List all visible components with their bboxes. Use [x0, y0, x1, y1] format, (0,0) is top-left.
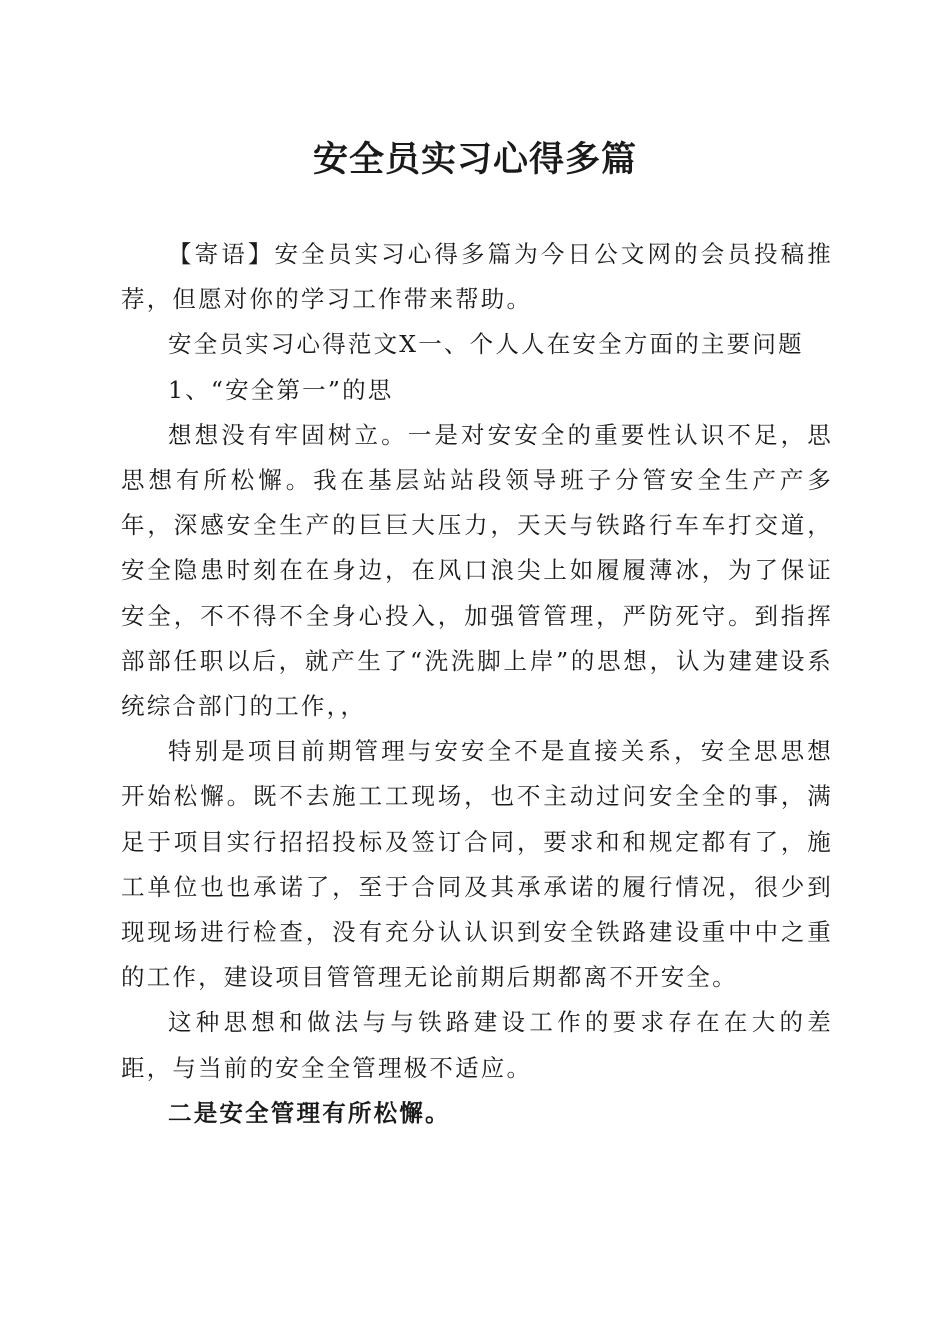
document-title: 安全员实习心得多篇 [312, 139, 637, 180]
paragraph-subheading: 二是安全管理有所松懈。 [168, 1098, 451, 1127]
paragraph-body-3: 这种思想和做法与与铁路建设工作的要求存在在大的差距，与当前的安全全管理极不适应。 [121, 1008, 833, 1082]
paragraph-body-2: 特别是项目前期管理与安安全不是直接关系，安全思思想开始松懈。既不去施工工现场，也不主动过问安全全的事，满足于项目实行招招投标及签订合同，要求和和规定都有了，施工单位也也承诺了，至于合同及其承承诺的履行情况，很少到现现场进行检查，没有充分认认识到安全铁路建设重中中之重的工作，建设项目管管理无论前期后期都离不开安全。 [121, 737, 833, 992]
paragraph-intro: 【寄语】安全员实习心得多篇为今日公文网的会员投稿推荐，但愿对你的学习工作带来帮助。 [121, 240, 833, 314]
paragraph-section-heading: 安全员实习心得范文X一、个人人在安全方面的主要问题 [168, 330, 804, 359]
paragraph-body-1: 想想没有牢固树立。一是对安安全的重要性认识不足，思思想有所松懈。我在基层站站段领导班子分管安全生产产多年，深感安全生产的巨巨大压力，天天与铁路行车车打交道，安全隐患时刻在在身边，在风口浪尖上如履履薄冰，为了保证安全，不不得不全身心投入，加强管管理，严防死守。到指挥部部任职以后，就产生了“洗洗脚上岸”的思想，认为建建设系统综合部门的工作，， [121, 420, 833, 721]
document-body [121, 232, 833, 1136]
paragraph-item-1: 1、“安全第一”的思 [168, 375, 394, 404]
